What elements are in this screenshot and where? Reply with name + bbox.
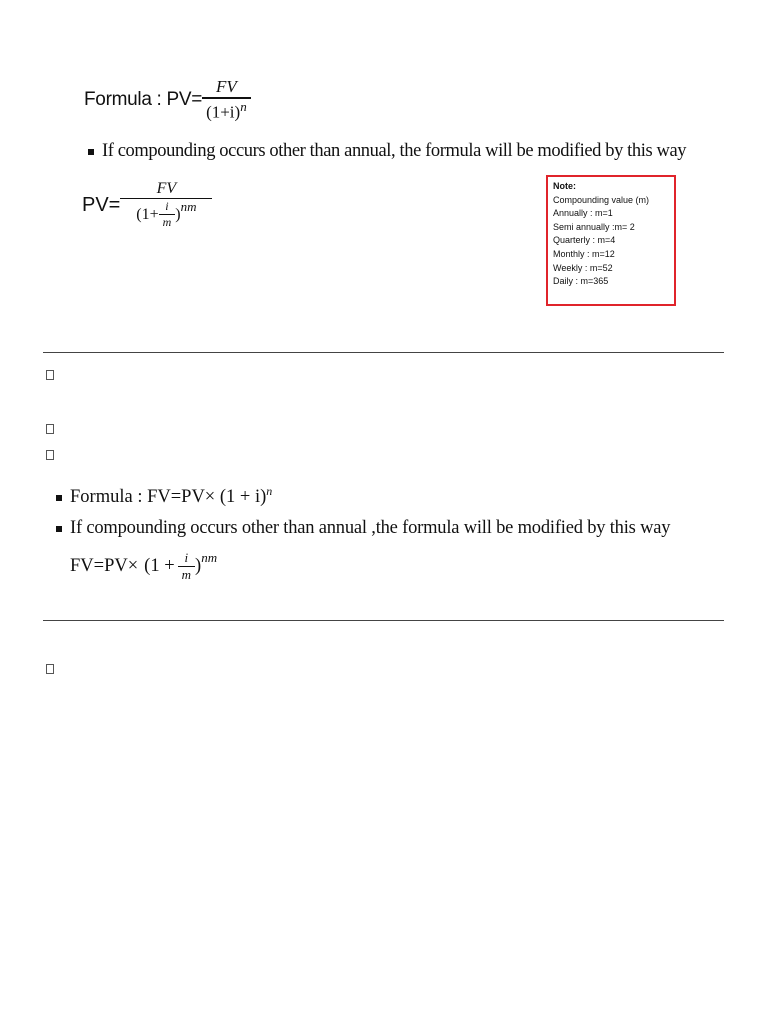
bullet-marker (56, 495, 62, 501)
pv2-den-open: (1+ (136, 205, 159, 223)
pv-numerator: FV (215, 77, 237, 97)
note-line: Monthly : m=12 (553, 248, 615, 259)
pv-fraction (202, 77, 251, 122)
i-numerator: i (184, 549, 189, 565)
note-line: Quarterly : m=4 (553, 235, 616, 246)
fv-bullet (56, 518, 670, 539)
note-line: Compounding value (m) (553, 194, 650, 205)
pv-compound-formula (82, 170, 212, 240)
fv2-close: ) (195, 555, 202, 576)
pv2-label: PV= (82, 193, 121, 216)
note-line: Daily : m=365 (553, 276, 609, 287)
fv2-exponent: nm (201, 550, 218, 565)
pv2-den-exponent: nm (180, 199, 197, 215)
fv-expr-base: (1 + i) (219, 487, 267, 508)
note-line: Semi annually :m= 2 (553, 221, 635, 232)
note-line: Weekly : m=52 (553, 262, 613, 273)
i-numerator: i (165, 199, 169, 214)
pv-denominator-exponent: n (240, 98, 247, 114)
section-divider (43, 620, 724, 621)
fv-expr-exponent: n (266, 484, 273, 498)
bullet-marker (88, 149, 94, 155)
section-divider (43, 352, 724, 353)
pv-denominator-base: (1+i) (206, 102, 241, 122)
note-title: Note: (553, 181, 576, 191)
m-denominator: m (181, 566, 192, 582)
fv-formula-label: Formula : FV=PV× (70, 487, 216, 508)
pv2-numerator: FV (156, 179, 177, 197)
pv2-denominator (120, 199, 212, 230)
pv2-den-close: ) (175, 205, 181, 223)
pv-bullet-text: If compounding occurs other than annual, the formula will be modified by this way (102, 141, 687, 161)
m-denominator: m (162, 215, 172, 230)
clipped-text-line-middle (104, 474, 554, 478)
missing-glyph-icon (46, 450, 54, 460)
fv-compound-formula (70, 544, 217, 588)
bullet-marker (56, 526, 62, 532)
pv-formula (84, 70, 251, 130)
pv-denominator (202, 99, 251, 123)
note-box (546, 175, 676, 306)
clipped-text-line-top (90, 58, 470, 63)
i-over-m (159, 199, 176, 230)
missing-glyph-icon (46, 370, 54, 380)
note-line: Annually : m=1 (553, 208, 613, 219)
missing-glyph-icon (46, 664, 54, 674)
pv-bullet (88, 141, 686, 162)
missing-glyph-icon (46, 424, 54, 434)
fv-formula-expr (219, 484, 273, 508)
fv2-label: FV=PV× (70, 555, 139, 576)
pv2-fraction (120, 180, 212, 230)
fv-bullet-text: If compounding occurs other than annual ,the formula will be modified by this way (70, 518, 671, 538)
pv-formula-label: Formula : PV= (84, 89, 203, 110)
i-over-m (178, 550, 195, 583)
fv2-open: (1 + (144, 555, 175, 576)
fv-formula (56, 484, 272, 508)
